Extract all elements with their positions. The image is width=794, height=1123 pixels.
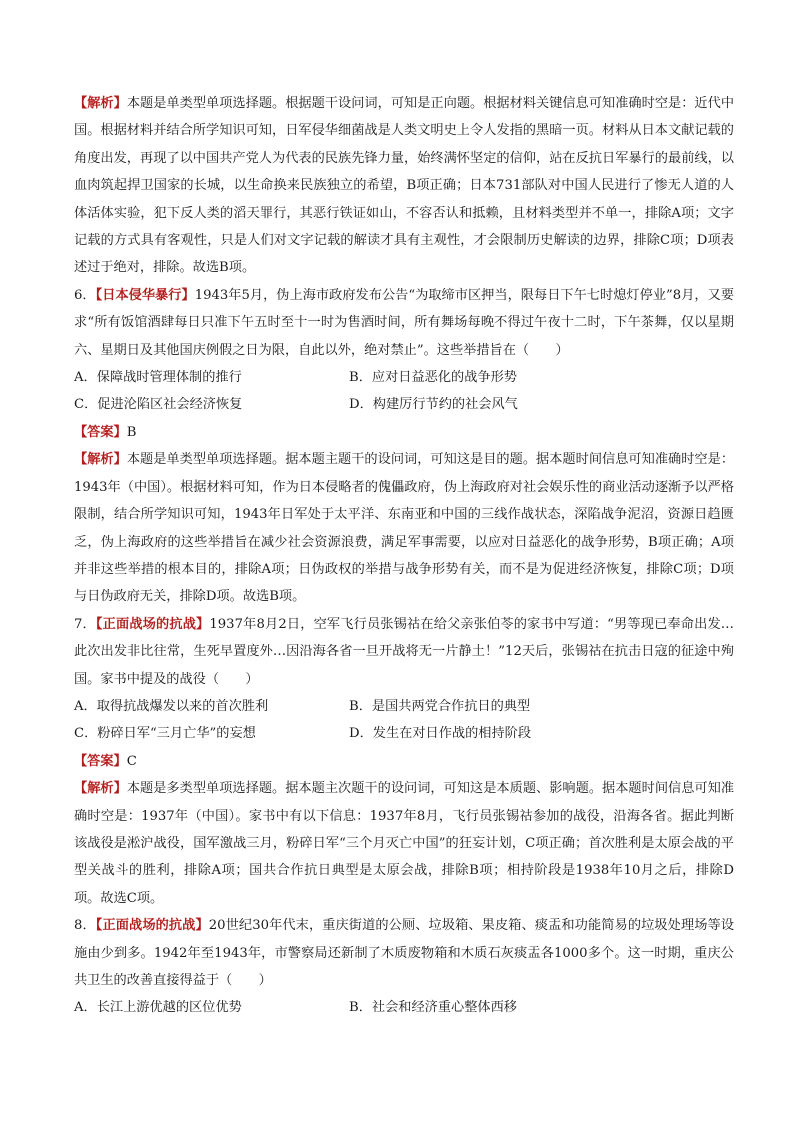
paragraph [74,611,734,693]
paragraph-text: B [126,424,137,440]
paragraph-text: 1943年5月，伪上海市政府发布公告“为取缔市区押当，限每日下午七时熄灯停业”8月，又要求“所有饭馆酒肆每日只准下午五时至十一时为售酒时间，所有舞场每晚不得过午夜十二时，下午茶舞，仅以星期六、星期日及其他国庆例假之日为限，自此以外，绝对禁止”。这些举措旨在（ ） [74,287,735,358]
answer-option: A．长江上游优越的区位优势 [74,1000,242,1016]
paragraph [74,90,734,282]
section-tag: 【正面战场的抗战】 [95,918,209,934]
options-row [74,693,734,720]
paragraph-text: 本题是多类型单项选择题。据本题主次题干的设问词，可知这是本质题、影响题。据本题时间信息可知准确时空是：1937年（中国）。家书中有以下信息：1937年8月，飞行员张锡祜参加的战役，沿海各省。据此判断该战役是淞沪战役，国军激战三月，粉碎日军“三个月灭亡中国”的狂妄计划，C项正确；首次胜利是太原会战的平型关战斗的胜利，排除A项；国共合作抗日典型是太原会战，排除B项；相持阶段是1938年10月之后，排除D项。故选C项。 [74,781,735,906]
question-number: 6． [74,287,96,303]
section-tag: 【答案】 [74,753,127,769]
answer-option: C．促进沦陷区社会经济恢复 [74,397,243,413]
answer-option: A．取得抗战爆发以来的首次胜利 [74,698,269,714]
paragraph-text: C [126,753,137,769]
answer-option: B．是国共两党合作抗日的典型 [349,698,531,714]
answer-option: D．发生在对日作战的相持阶段 [349,726,532,742]
paragraph [74,282,734,364]
section-tag: 【解析】 [74,781,127,797]
answer-option: B．应对日益恶化的战争形势 [349,370,517,386]
paragraph [74,775,734,912]
options-row [74,994,734,1021]
section-tag: 【答案】 [74,424,127,440]
paragraph [74,419,734,446]
answer-option: D．构建厉行节约的社会风气 [349,397,518,413]
options-row [74,364,734,391]
paragraph [74,912,734,994]
section-tag: 【解析】 [74,452,127,468]
paragraph-text: 1937年8月2日，空军飞行员张锡祜在给父亲张伯苓的家书中写道：“男等现已奉命出发…此次出发非比往常，生死早置度外…因沿海各省一旦开战将无一片静土！”12天后，张锡祜在抗击日寇的征途中殉国。家书中提及的战役（ ） [74,616,734,687]
paragraph [74,446,734,610]
answer-option: B．社会和经济重心整体西移 [349,1000,517,1016]
paragraph-text: 20世纪30年代末，重庆街道的公厕、垃圾箱、果皮箱、痰盂和功能简易的垃圾处理场等设施由少到多。1942年至1943年，市警察局还新制了木质废物箱和木质石灰痰盂各1000多个。这一时期，重庆公共卫生的改善直接得益于（ ） [74,918,735,988]
paragraph-text: 本题是单类型单项选择题。据本题主题干的设问词，可知这是目的题。据本题时间信息可知准确时空是：1943年（中国）。根据材料可知，作为日本侵略者的傀儡政府，伪上海政府对社会娱乐性的商业活动逐渐予以严格限制，结合所学知识可知，1943年日军处于太平洋、东南亚和中国的三线作战状态，深陷战争泥沼，资源日趋匮乏，伪上海政府的这些举措旨在减少社会资源浪费，满足军事需要，以应对日益恶化的战争形势，B项正确；A项并非这些举措的根本目的，排除A项；日伪政权的举措与战争形势有关，而不是为促进经济恢复，排除C项；D项与日伪政府无关，排除D项。故选B项。 [74,452,735,605]
section-tag: 【解析】 [74,96,127,111]
answer-option: A．保障战时管理体制的推行 [74,370,242,386]
section-tag: 【日本侵华暴行】 [95,287,195,303]
options-row [74,720,734,747]
paragraph [74,748,734,775]
question-number: 7． [74,616,96,632]
document-page [74,90,734,1022]
answer-option: C．粉碎日军“三月亡华”的妄想 [74,726,256,742]
options-row [74,391,734,418]
question-number: 8． [74,918,96,934]
section-tag: 【正面战场的抗战】 [95,616,210,632]
paragraph-text: 本题是单类型单项选择题。根据题干设问词，可知是正向题。根据材料关键信息可知准确时空是：近代中国。根据材料并结合所学知识可知，日军侵华细菌战是人类文明史上令人发指的黑暗一页。材料从日本文献记载的角度出发，再现了以中国共产党人为代表的民族先锋力量，始终满怀坚定的信仰，站在反抗日军暴行的最前线，以血肉筑起捍卫国家的长城，以生命换来民族独立的希望，B项正确；日本731部队对中国人民进行了惨无人道的人体活体实验，犯下反人类的滔天罪行，其恶行铁证如山，不容否认和抵赖，且材料类型并不单一，排除A项；文字记载的方式具有客观性，只是人们对文字记载的解读才具有主观性，才会限制历史解读的边界，排除C项；D项表述过于绝对，排除。故选B项。 [74,96,735,276]
